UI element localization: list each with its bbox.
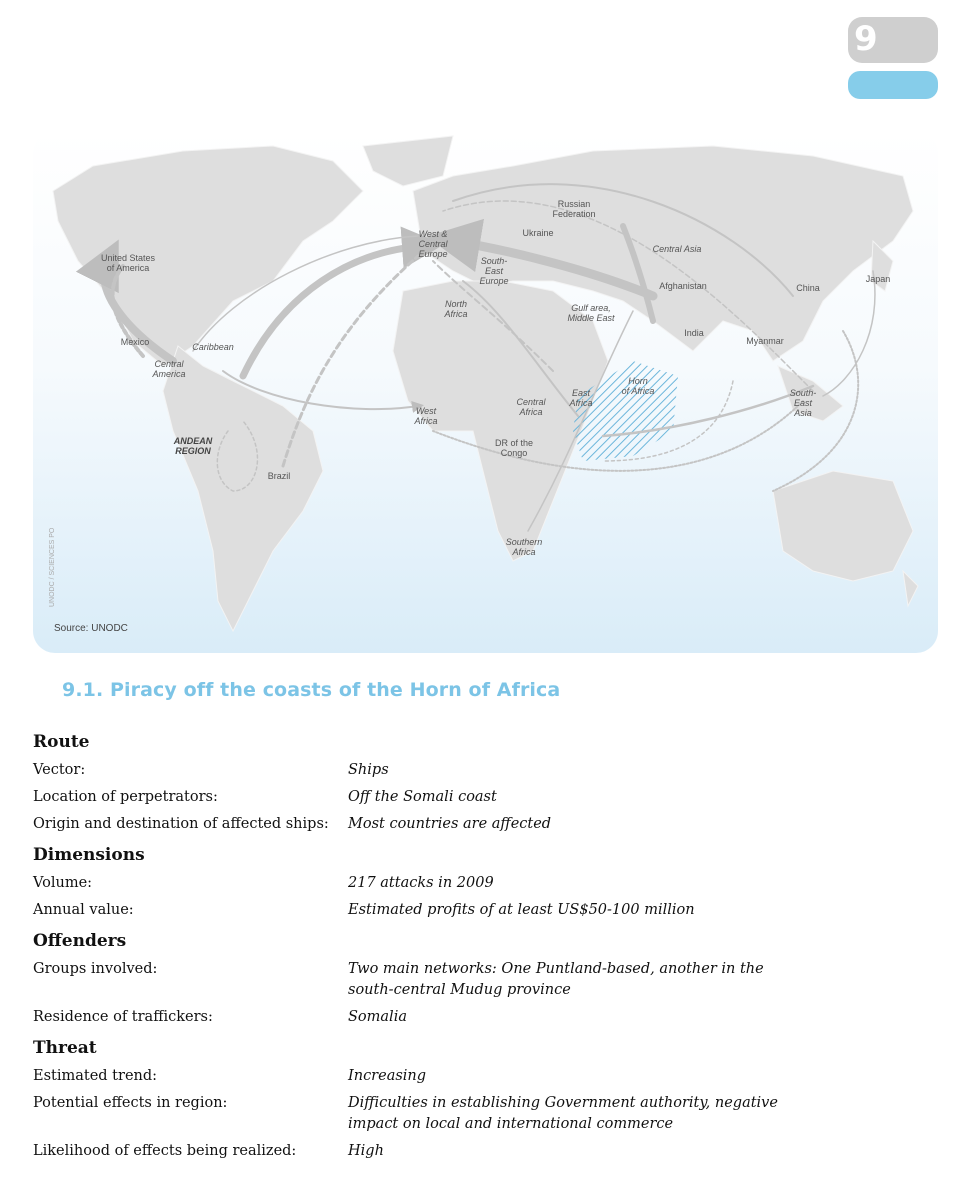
section-title: 9.1. Piracy off the coasts of the Horn of Africa <box>62 679 561 701</box>
map-source: Source: UNODC <box>54 623 128 634</box>
fact-label: Potential effects in region: <box>33 1095 228 1111</box>
map-label: South- East Europe <box>479 256 509 286</box>
map-label: East Africa <box>569 388 593 408</box>
piracy-fact-table <box>33 732 913 1172</box>
fact-value: High <box>348 1143 384 1159</box>
fact-row <box>33 787 913 808</box>
map-label: Japan <box>865 274 891 284</box>
map-label: Russian Federation <box>552 199 596 219</box>
map-label: Ukraine <box>522 228 554 238</box>
map-label: South- East Asia <box>789 388 817 418</box>
fact-group <box>33 732 913 835</box>
map-label: ANDEAN REGION <box>173 436 213 456</box>
fact-row <box>33 760 913 781</box>
fact-value: Off the Somali coast <box>348 789 497 805</box>
fact-label: Estimated trend: <box>33 1068 158 1084</box>
group-heading: Route <box>33 732 90 752</box>
fact-value: Increasing <box>348 1068 427 1084</box>
fact-value: Two main networks: One Puntland-based, another in the south-central Mudug province <box>348 961 764 998</box>
map-label: Southern Africa <box>505 537 543 557</box>
fact-group <box>33 845 913 921</box>
group-heading: Offenders <box>33 931 127 951</box>
map-label: Central Asia <box>652 244 702 254</box>
map-label: Horn of Africa <box>621 376 655 396</box>
fact-label: Residence of traffickers: <box>33 1009 213 1025</box>
fact-label: Origin and destination of affected ships: <box>33 816 329 832</box>
fact-group <box>33 1038 913 1162</box>
fact-label: Annual value: <box>33 902 134 918</box>
continents <box>53 136 918 631</box>
map-label: China <box>796 283 820 293</box>
map-label: Brazil <box>267 471 291 481</box>
fact-row <box>33 1007 913 1028</box>
fact-row <box>33 959 913 1001</box>
fact-row <box>33 873 913 894</box>
group-heading: Dimensions <box>33 845 145 865</box>
world-trafficking-map <box>33 131 938 653</box>
group-heading: Threat <box>33 1038 97 1058</box>
fact-value: Estimated profits of at least US$50-100 million <box>348 902 695 918</box>
chapter-number-tab <box>848 17 938 63</box>
map-label: West & Central Europe <box>418 229 448 259</box>
fact-label: Location of perpetrators: <box>33 789 218 805</box>
fact-label: Volume: <box>33 875 93 891</box>
fact-value: 217 attacks in 2009 <box>348 875 494 891</box>
map-label: West Africa <box>414 406 438 426</box>
map-label: Caribbean <box>192 342 234 352</box>
fact-value: Somalia <box>348 1009 407 1025</box>
map-label: North Africa <box>444 299 468 319</box>
fact-value: Ships <box>348 762 389 778</box>
fact-row <box>33 1066 913 1087</box>
map-label: DR of the Congo <box>494 438 534 458</box>
fact-group <box>33 931 913 1028</box>
fact-row <box>33 814 913 835</box>
map-label: India <box>684 328 704 338</box>
chapter-color-bar <box>848 71 938 99</box>
map-label: Myanmar <box>746 336 784 346</box>
chapter-number: 9 <box>854 19 878 59</box>
fact-row <box>33 900 913 921</box>
fact-value: Difficulties in establishing Government authority, negative impact on local and international commerce <box>348 1095 778 1132</box>
map-label: United States of America <box>100 253 156 273</box>
fact-row <box>33 1141 913 1162</box>
map-credit: UNODC / SCIENCES PO <box>49 527 56 607</box>
fact-label: Likelihood of effects being realized: <box>33 1143 297 1159</box>
map-label: Mexico <box>120 337 150 347</box>
map-label: Central Africa <box>516 397 546 417</box>
map-label: Afghanistan <box>659 281 707 291</box>
map-label: Central America <box>152 359 186 379</box>
fact-row <box>33 1093 913 1135</box>
fact-label: Groups involved: <box>33 961 158 977</box>
fact-label: Vector: <box>33 762 86 778</box>
fact-value: Most countries are affected <box>348 816 552 832</box>
map-label: Gulf area, Middle East <box>567 303 615 323</box>
